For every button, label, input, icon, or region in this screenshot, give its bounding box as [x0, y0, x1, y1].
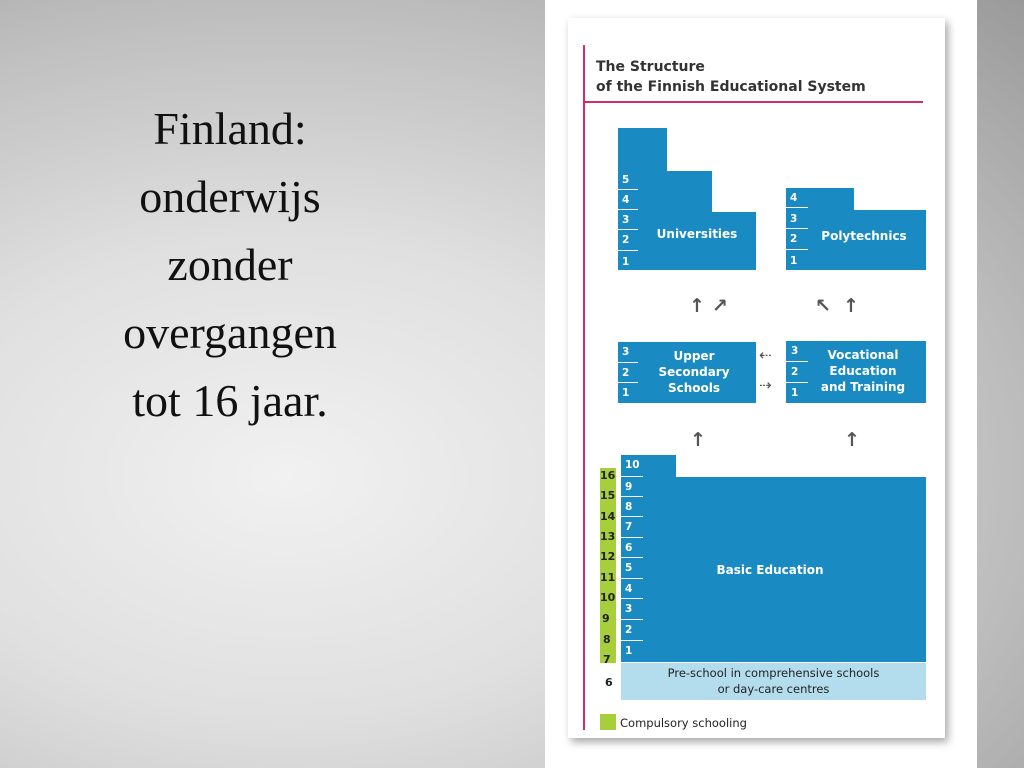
age-label: 7: [603, 653, 611, 666]
year-label: 2: [625, 624, 633, 636]
year-label: 10: [625, 459, 640, 471]
year-label: 2: [790, 233, 798, 245]
arrow-left-icon: ⇠: [759, 346, 772, 364]
year-label: 5: [625, 562, 633, 574]
year-label: 3: [622, 214, 630, 226]
arrow-up-icon: ↑: [689, 295, 705, 317]
year-label: 6: [625, 542, 633, 554]
age-label: 10: [600, 591, 616, 604]
arrow-up-left-icon: ↖: [815, 295, 831, 317]
arrow-up-icon: ↑: [690, 429, 706, 451]
year-label: 2: [622, 367, 630, 379]
year-label: 5: [622, 174, 630, 186]
arrow-up-icon: ↑: [844, 429, 860, 451]
legend-label: Compulsory schooling: [620, 716, 747, 730]
year-label: 7: [625, 521, 633, 533]
year-label: 3: [625, 603, 633, 615]
year-label: 1: [622, 387, 630, 399]
upper-secondary-label-line: Upper: [673, 349, 715, 363]
figure-title-line: of the Finnish Educational System: [596, 79, 866, 95]
slide-title: [70, 95, 390, 435]
universities-label: Universities: [656, 227, 738, 241]
year-label: 9: [625, 481, 633, 493]
age-label: 12: [600, 550, 616, 563]
year-label: 4: [622, 194, 630, 206]
year-label: 3: [790, 213, 798, 225]
slide-title-line: onderwijs: [139, 171, 321, 222]
age-label: 11: [600, 571, 616, 584]
arrow-right-icon: ⇢: [759, 376, 772, 394]
upper-secondary-label-line: Schools: [667, 381, 721, 395]
arrow-up-right-icon: ↗: [712, 295, 728, 317]
year-label: 1: [790, 255, 798, 267]
slide-title-line: Finland:: [153, 103, 307, 154]
age-label: 8: [603, 633, 611, 646]
vocational-label-line: Vocational: [827, 348, 899, 362]
age-label: 15: [600, 489, 616, 502]
legend-swatch: [600, 714, 616, 730]
arrow-up-icon: ↑: [843, 295, 859, 317]
upper-secondary-label-line: Secondary: [658, 365, 730, 379]
year-label: 1: [625, 645, 633, 657]
year-label: 2: [622, 234, 630, 246]
age-label: 16: [600, 469, 616, 482]
year-label: 8: [625, 501, 633, 513]
figure-title: [596, 57, 866, 97]
accent-line-vertical: [583, 45, 585, 730]
preschool-label-line: Pre-school in comprehensive schools: [667, 666, 880, 680]
vocational-label-line: and Training: [820, 380, 906, 394]
polytechnics-label: Polytechnics: [821, 229, 907, 243]
year-label: 4: [625, 583, 633, 595]
preschool-label-line: or day-care centres: [717, 682, 830, 696]
age-label: 9: [602, 612, 610, 625]
slide-title-line: zonder: [167, 239, 293, 290]
year-label: 3: [622, 346, 630, 358]
slide-title-line: tot 16 jaar.: [132, 375, 328, 426]
year-label: 1: [791, 387, 799, 399]
accent-line-horizontal: [583, 101, 923, 103]
preschool-label: [621, 665, 926, 697]
year-label: 1: [622, 256, 630, 268]
age-label: 14: [600, 510, 616, 523]
year-label: 4: [790, 192, 798, 204]
year-label: 2: [791, 366, 799, 378]
age-label: 13: [600, 530, 616, 543]
slide-title-line: overgangen: [123, 307, 337, 358]
year-label: 3: [791, 345, 799, 357]
basic-education-label: Basic Education: [716, 563, 824, 577]
figure-title-line: The Structure: [596, 59, 705, 75]
age-label: 6: [605, 676, 613, 689]
vocational-label-line: Education: [829, 364, 897, 378]
